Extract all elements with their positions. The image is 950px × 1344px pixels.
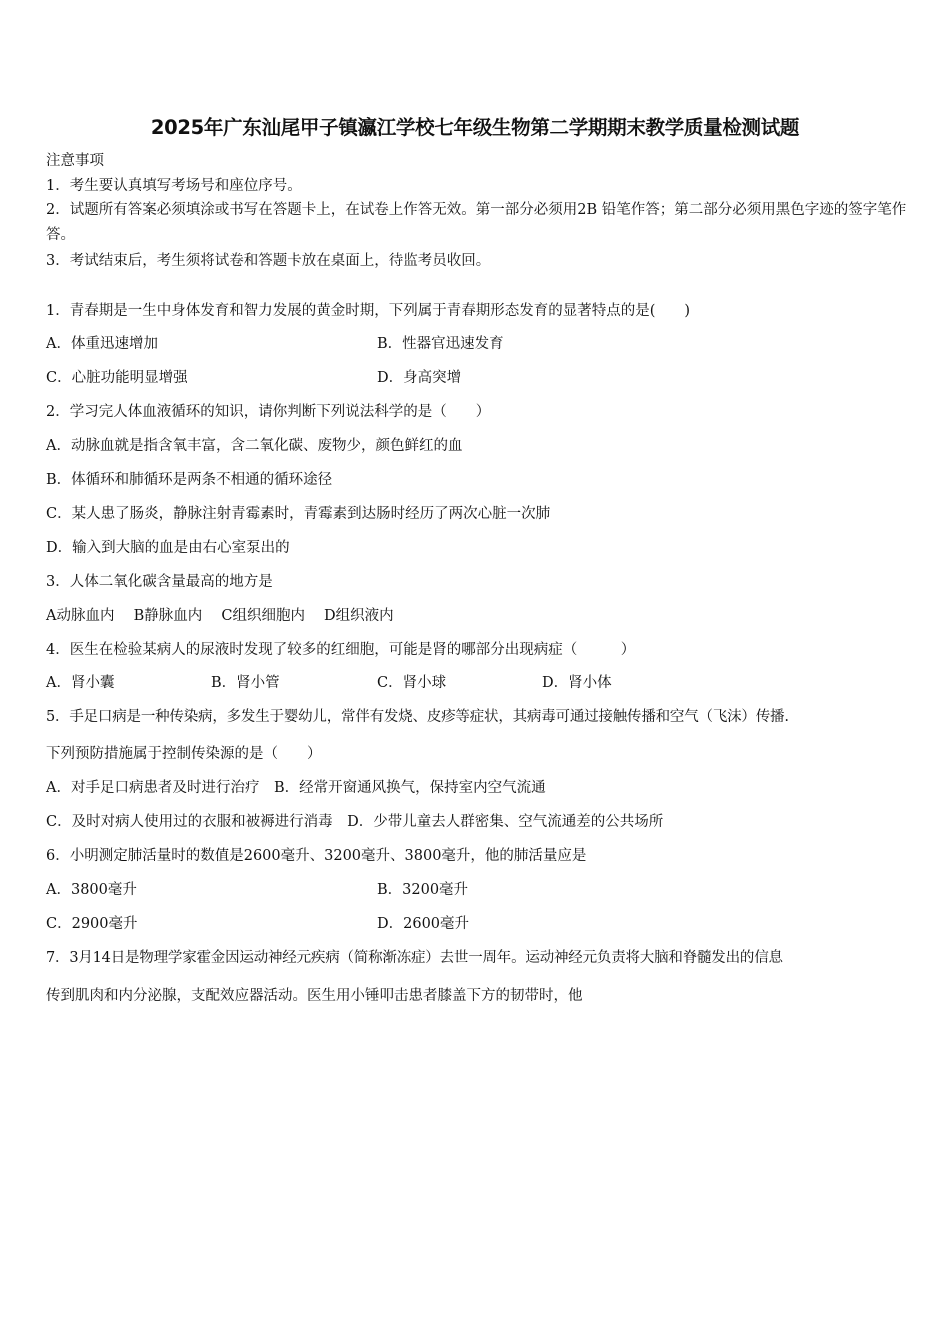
- option-c: C．2900毫升: [46, 916, 138, 932]
- option-c: C．肾小球: [377, 675, 447, 691]
- notice-item: 1．考生要认真填写考场号和座位序号。: [46, 178, 302, 194]
- question-7-stem-cont: 传到肌肉和内分泌腺，支配效应器活动。医生用小锤叩击患者膝盖下方的韧带时，他: [46, 988, 583, 1004]
- option-a: A．动脉血就是指含氧丰富，含二氧化碳、废物少，颜色鲜红的血: [46, 438, 463, 454]
- notice-heading: 注意事项: [46, 153, 104, 169]
- option-c: C．心脏功能明显增强: [46, 370, 188, 386]
- option-b: B．体循环和肺循环是两条不相通的循环途径: [46, 472, 333, 488]
- option-b: B．3200毫升: [377, 882, 469, 898]
- option-a: A．肾小囊: [46, 675, 115, 691]
- option-a: A．体重迅速增加: [46, 336, 158, 352]
- option-d: D．输入到大脑的血是由右心室泵出的: [46, 540, 290, 556]
- question-5-stem: 5．手足口病是一种传染病，多发生于婴幼儿，常伴有发烧、皮疹等症状，其病毒可通过接触传播和空气（飞沫）传播.: [46, 709, 789, 725]
- question-7-stem: 7．3月14日是物理学家霍金因运动神经元疾病（简称渐冻症）去世一周年。运动神经元负责将大脑和脊髓发出的信息: [46, 950, 783, 966]
- question-4-stem: 4．医生在检验某病人的尿液时发现了较多的红细胞，可能是肾的哪部分出现病症（ ）: [46, 642, 636, 658]
- page-title: 2025年广东汕尾甲子镇瀛江学校七年级生物第二学期期末教学质量检测试题: [150, 116, 800, 139]
- options-line: A动脉血内 B静脉血内 C组织细胞内 D组织液内: [46, 608, 394, 624]
- question-5-stem-cont: 下列预防措施属于控制传染源的是（ ）: [46, 746, 322, 762]
- notice-item: 3．考试结束后，考生须将试卷和答题卡放在桌面上，待监考员收回。: [46, 253, 491, 269]
- options-line: A．对手足口病患者及时进行治疗 B．经常开窗通风换气，保持室内空气流通: [46, 780, 546, 796]
- notice-item: 2．试题所有答案必须填涂或书写在答题卡上，在试卷上作答无效。第一部分必须用2B 铅笔作答；第二部分必须用黑色字迹的签字笔作答。: [46, 202, 907, 243]
- question-3-stem: 3．人体二氧化碳含量最高的地方是: [46, 574, 273, 590]
- option-d: D．2600毫升: [377, 916, 470, 932]
- options-line: C．及时对病人使用过的衣服和被褥进行消毒 D．少带儿童去人群密集、空气流通差的公共场所: [46, 814, 664, 830]
- option-b: B．性器官迅速发育: [377, 336, 504, 352]
- question-1-stem: 1．青春期是一生中身体发育和智力发展的黄金时期，下列属于青春期形态发育的显著特点的是( ): [46, 303, 691, 319]
- option-a: A．3800毫升: [46, 882, 137, 898]
- option-d: D．身高突增: [377, 370, 462, 386]
- option-b: B．肾小管: [211, 675, 280, 691]
- option-d: D．肾小体: [542, 675, 612, 691]
- question-6-stem: 6．小明测定肺活量时的数值是2600毫升、3200毫升、3800毫升，他的肺活量应是: [46, 848, 587, 864]
- question-2-stem: 2．学习完人体血液循环的知识，请你判断下列说法科学的是（ ）: [46, 404, 491, 420]
- option-c: C．某人患了肠炎，静脉注射青霉素时，青霉素到达肠时经历了两次心脏一次肺: [46, 506, 551, 522]
